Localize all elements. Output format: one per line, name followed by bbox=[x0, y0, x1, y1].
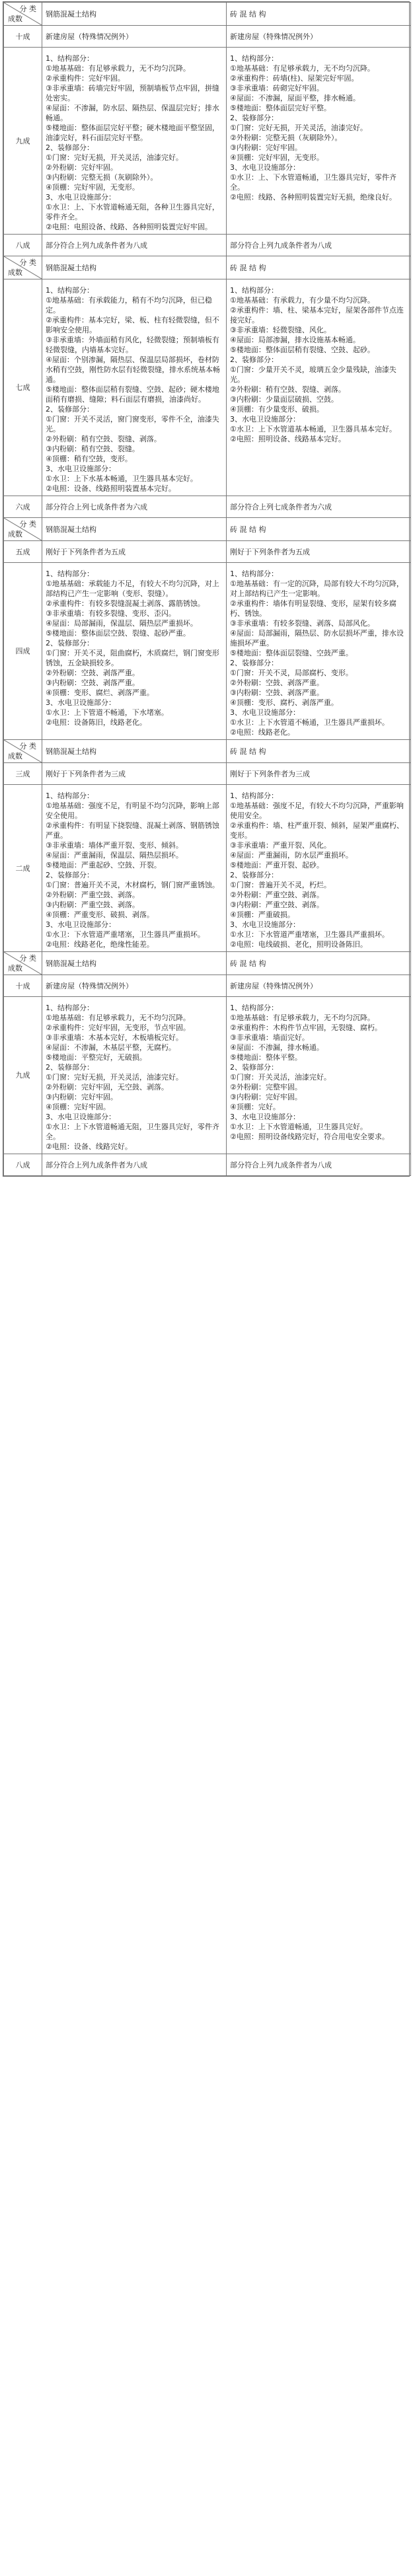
criteria-line: ①水卫：上下水管道基本畅通，卫生器具基本完好。 bbox=[230, 425, 396, 433]
grade-row-nine bbox=[4, 48, 411, 235]
criteria-line: ①水卫：下水管道严重堵塞，卫生器具严重损坏。 bbox=[46, 930, 205, 939]
criteria-line: 3、水电卫设施部分： bbox=[230, 1113, 300, 1121]
seven-left-criteria bbox=[42, 279, 227, 496]
criteria-line: ②外粉刷：空鼓、剥落严重。 bbox=[230, 679, 324, 687]
criteria-line: ④屋面：不渗漏，屋面平整，排水畅通。 bbox=[230, 94, 360, 102]
grade-ten: 十成 bbox=[4, 26, 42, 48]
criteria-line: ②电照：线路老化，绝缘性能差。 bbox=[46, 940, 154, 949]
criteria-line: ②承重构件：完好牢固。 bbox=[46, 74, 125, 83]
criteria-line: ③内粉刷：稍有空鼓、裂缝。 bbox=[46, 445, 139, 453]
three-left-title: 钢筋混凝土结构 bbox=[42, 740, 227, 763]
criteria-line: 1、结构部分： bbox=[230, 791, 278, 800]
ten-b-left-title: 钢筋混凝土结构 bbox=[42, 952, 227, 975]
header-left-title: 钢筋混凝土结构 bbox=[42, 3, 227, 26]
criteria-line: ③内粉刷：空鼓、剥落严重。 bbox=[46, 679, 139, 687]
grade-row-nine-b bbox=[4, 997, 411, 1154]
criteria-line: ④屋面：不渗漏，防水层、隔热层、保温层完好；排水畅通。 bbox=[46, 104, 219, 122]
six-right: 部分符合上列七成条件者为六成 bbox=[227, 496, 411, 518]
criteria-line: 3、水电卫设施部分： bbox=[46, 464, 116, 473]
criteria-line: 2、装修部分： bbox=[46, 1063, 94, 1072]
criteria-line: ⑤楼地面：整体面层稍有裂缝、空鼓、起砂。 bbox=[230, 346, 375, 354]
criteria-line: 2、装修部分： bbox=[46, 405, 94, 414]
criteria-line: ①地基基础：承载能力不足，有较大不均匀沉降，对上部结构已产生一定影响（变形、裂缝）。 bbox=[46, 579, 219, 598]
criteria-line: ④顶棚：完好牢固，无变形。 bbox=[230, 153, 324, 162]
criteria-line: ⑤楼地面：整体面层完好平整；硬木楼地面平整坚固，油漆完好，料石面层完好平整。 bbox=[46, 124, 219, 142]
eight-b-right: 部分符合上列九成条件者为八成 bbox=[227, 1154, 411, 1176]
criteria-line: ③非承重墙：外墙面稍有风化，轻微裂缝；预制墙板有轻微裂缝，内墙基本完好。 bbox=[46, 336, 219, 354]
header-category-label: 分 类 bbox=[19, 258, 36, 267]
nine-left-criteria bbox=[42, 48, 227, 235]
criteria-line: 3、水电卫设施部分： bbox=[46, 698, 116, 707]
criteria-line: ③非承重墙：木基本完好，木板墙板完好。 bbox=[46, 1033, 183, 1042]
criteria-line: ①门窗：完好无损，开关灵活，油漆完好。 bbox=[46, 153, 183, 162]
criteria-line: 3、水电卫设施部分： bbox=[46, 1113, 116, 1121]
criteria-line: ②外粉刷：完整无损（灰刷除外）。 bbox=[230, 133, 342, 142]
nine-b-right-criteria bbox=[227, 997, 411, 1154]
criteria-line: ③非承重墙：砖墙完好牢固，预制墙板节点牢固，拼缝处密实。 bbox=[46, 84, 219, 102]
grade-ten-b: 十成 bbox=[4, 975, 42, 997]
criteria-line: ⑤楼地面：整体平整。 bbox=[230, 1053, 302, 1062]
two-right-criteria bbox=[227, 785, 411, 952]
criteria-line: ②电照：照明设备、线路基本完好。 bbox=[230, 435, 346, 443]
criteria-line: ②电照：照明设备线路完好，符合用电安全要求。 bbox=[230, 1132, 389, 1141]
criteria-line: 1、结构部分： bbox=[230, 54, 278, 63]
criteria-line: ③非承重墙：砖砌完好牢固。 bbox=[230, 84, 324, 92]
criteria-line: ③非承重墙：墙面完好。 bbox=[230, 1033, 309, 1042]
criteria-line: ②外粉刷：完好牢固。 bbox=[46, 163, 118, 172]
condition-grade-table bbox=[3, 2, 411, 1176]
criteria-line: ①地基基础：有承载能力，稍有不均匀沉降，但已稳定。 bbox=[46, 296, 212, 314]
criteria-line: 1、结构部分： bbox=[46, 54, 94, 63]
two-left-criteria bbox=[42, 785, 227, 952]
criteria-line: ①门窗：开关灵活，油漆完好。 bbox=[230, 1073, 331, 1082]
criteria-line: 2、装修部分： bbox=[46, 639, 94, 647]
header-grade-label: 成数 bbox=[8, 15, 22, 23]
header-grade-label: 成数 bbox=[8, 268, 22, 277]
valuation-table bbox=[3, 1, 410, 1177]
header-row-seven bbox=[4, 256, 411, 279]
header-corner-cell bbox=[4, 518, 42, 541]
five-left-title: 钢筋混凝土结构 bbox=[42, 518, 227, 541]
header-right-title: 砖 混 结 构 bbox=[227, 3, 411, 26]
criteria-line: 2、装修部分： bbox=[230, 659, 278, 667]
criteria-line: 1、结构部分： bbox=[46, 570, 94, 578]
criteria-line: ①地基基础：强度不足，有明显不均匀沉降，影响上部安全使用。 bbox=[46, 801, 219, 820]
three-left-note: 刚好于下列条件者为三成 bbox=[42, 763, 227, 785]
header-row-three bbox=[4, 740, 411, 763]
criteria-line: ①门窗：开关不灵，局部腐朽、变形。 bbox=[230, 669, 353, 677]
criteria-line: ④屋面：局部渗漏，排水设施基本畅通。 bbox=[230, 336, 360, 344]
nine-right-criteria bbox=[227, 48, 411, 235]
criteria-line: ③非承重墙：严重开裂、风化。 bbox=[230, 841, 331, 850]
grade-nine: 九成 bbox=[4, 48, 42, 235]
criteria-line: 1、结构部分： bbox=[46, 791, 94, 800]
criteria-line: 1、结构部分： bbox=[230, 286, 278, 295]
criteria-line: ②承重构件：完好牢固，无变形，节点牢固。 bbox=[46, 1023, 190, 1032]
criteria-line: ④屋面：严重漏雨，防水层严重损坏。 bbox=[230, 851, 353, 860]
criteria-line: 2、装修部分： bbox=[230, 355, 278, 364]
criteria-line: ②电照：线路老化。 bbox=[230, 728, 295, 737]
criteria-line: 2、装修部分： bbox=[46, 143, 94, 152]
three-right-note: 刚好于下列条件者为三成 bbox=[227, 763, 411, 785]
criteria-line: ②电照：电线破损、老化，照明设备陈旧。 bbox=[230, 940, 367, 949]
header-grade-label: 成数 bbox=[8, 964, 22, 973]
header-category-label: 分 类 bbox=[19, 520, 36, 529]
grade-five: 五成 bbox=[4, 541, 42, 563]
seven-right-title: 砖 混 结 构 bbox=[227, 256, 411, 279]
criteria-line: ①地基基础：有承载力，有少量不均匀沉降。 bbox=[230, 296, 375, 305]
criteria-line: ②电照：线路、各种照明装置完好无损，绝缘良好。 bbox=[230, 193, 396, 202]
header-category-label: 分 类 bbox=[19, 954, 36, 963]
grade-six: 六成 bbox=[4, 496, 42, 518]
grade-row-three bbox=[4, 763, 411, 785]
criteria-line: ④顶棚：完好牢固。 bbox=[46, 1103, 110, 1111]
criteria-line: 2、装修部分： bbox=[46, 871, 94, 879]
ten-b-right-note: 新建房屋（特殊情况例外） bbox=[227, 975, 411, 997]
three-right-title: 砖 混 结 构 bbox=[227, 740, 411, 763]
criteria-line: ①地基基础：强度不足，有较大不均匀沉降，严重影响使用安全。 bbox=[230, 801, 404, 820]
criteria-line: ②外粉刷：空鼓、剥落严重。 bbox=[46, 669, 139, 677]
criteria-line: 3、水电卫设施部分： bbox=[230, 415, 300, 423]
criteria-line: ④屋面：不渗漏，木基层平整，无腐朽。 bbox=[46, 1043, 176, 1052]
grade-nine-b: 九成 bbox=[4, 997, 42, 1154]
criteria-line: ②电照：电照设备、线路、各种照明装置完好牢固。 bbox=[46, 223, 212, 231]
criteria-line: ①门窗：普遍开关不灵，木材腐朽，钢门窗严重锈蚀。 bbox=[46, 881, 219, 889]
criteria-line: ②外粉刷：完整牢固。 bbox=[230, 1083, 302, 1091]
grade-eight-b: 八成 bbox=[4, 1154, 42, 1176]
criteria-line: ③内粉刷：完好牢固。 bbox=[230, 143, 302, 152]
criteria-line: ⑤楼地面：整体面层裂缝、空鼓严重。 bbox=[230, 649, 353, 657]
criteria-line: ②承重构件：有明显下挠裂缝、混凝土剥落、钢筋锈蚀严重。 bbox=[46, 821, 219, 840]
eight-right: 部分符合上列九成条件者为八成 bbox=[227, 235, 411, 256]
eight-left: 部分符合上列九成条件者为八成 bbox=[42, 235, 227, 256]
grade-eight: 八成 bbox=[4, 235, 42, 256]
criteria-line: ②承重构件：砖墙(柱)、屋架完好牢固。 bbox=[230, 74, 359, 83]
criteria-line: ①水卫：上下水管道畅通，卫生器具完好。 bbox=[230, 1122, 367, 1131]
criteria-line: ⑤楼地面：整体面层稍有裂缝、空鼓、起砂；硬木楼地面稍有磨损、缝隙；料石面层有磨损，油漆尚好。 bbox=[46, 385, 219, 404]
criteria-line: ④顶棚：完好牢固，无变形。 bbox=[46, 183, 139, 192]
criteria-line: ②外粉刷：严重空鼓、剥落。 bbox=[46, 891, 139, 899]
grade-row-ten-b bbox=[4, 975, 411, 997]
criteria-line: ②承重构件：木构件节点牢固，无裂缝、腐朽。 bbox=[230, 1023, 382, 1032]
criteria-line: ①门窗：少量开关不灵，玻璃五金少量残缺，油漆失光。 bbox=[230, 365, 396, 384]
header-grade-label: 成数 bbox=[8, 752, 22, 760]
criteria-line: ③内粉刷：完好牢固。 bbox=[230, 1093, 302, 1101]
criteria-line: ④顶棚：稍有空鼓，变形。 bbox=[46, 455, 132, 463]
header-category-label: 分 类 bbox=[19, 5, 36, 13]
ten-right: 新建房屋（特殊情况例外） bbox=[227, 26, 411, 48]
criteria-line: ②承重构件：墙、柱、梁基本完好，屋架各部件节点连接完好。 bbox=[230, 306, 404, 324]
seven-right-criteria bbox=[227, 279, 411, 496]
five-right-note: 刚好于下列条件者为五成 bbox=[227, 541, 411, 563]
header-corner-cell bbox=[4, 740, 42, 763]
four-right-criteria bbox=[227, 563, 411, 740]
criteria-line: ④屋面：个别渗漏，隔热层、保温层局部损坏，卷材防水稍有空鼓，刚性防水层有轻微裂缝，排水系统基本畅通。 bbox=[46, 355, 220, 384]
four-left-criteria bbox=[42, 563, 227, 740]
nine-b-left-criteria bbox=[42, 997, 227, 1154]
criteria-line: ④顶棚：有少量变形、破损。 bbox=[230, 405, 324, 414]
criteria-line: ②外粉刷：稍有空鼓、裂缝、剥落。 bbox=[230, 385, 346, 394]
header-row-ten-b bbox=[4, 952, 411, 975]
criteria-line: ②承重构件：墙、柱严重开裂、倾斜，屋架严重腐朽、变形。 bbox=[230, 821, 404, 840]
criteria-line: 1、结构部分： bbox=[230, 570, 278, 578]
criteria-line: 2、装修部分： bbox=[230, 871, 278, 879]
criteria-line: ④屋面：局部漏雨，隔热层、防水层损坏严重，排水设施损坏严重。 bbox=[230, 629, 404, 647]
criteria-line: ①水卫：下水管道严重堵塞，卫生器具严重损坏。 bbox=[230, 930, 389, 939]
criteria-line: ②外粉刷：稍有空鼓、裂缝、剥落。 bbox=[46, 435, 161, 443]
criteria-line: ①地基基础：有足够承载力，无不均匀沉降。 bbox=[230, 1013, 375, 1022]
grade-two: 二成 bbox=[4, 785, 42, 952]
criteria-line: 3、水电卫设施部分： bbox=[46, 920, 116, 929]
criteria-line: ③非承重墙：轻微裂缝、风化。 bbox=[230, 326, 331, 334]
criteria-line: ⑤楼地面：严重起砂、空鼓、开裂。 bbox=[46, 861, 161, 869]
criteria-line: ①门窗：完好无损，开关灵活，油漆完好。 bbox=[230, 124, 367, 132]
six-left: 部分符合上列七成条件者为六成 bbox=[42, 496, 227, 518]
criteria-line: ④屋面：不渗漏，排水畅通。 bbox=[230, 1043, 324, 1052]
criteria-line: ⑤楼地面：平整完好，无破损。 bbox=[46, 1053, 147, 1062]
criteria-line: ④顶棚：严重变形、破损、剥落。 bbox=[46, 910, 154, 919]
criteria-line: ①门窗：完好无损，开关灵活，油漆完好。 bbox=[46, 1073, 183, 1082]
criteria-line: ③内粉刷：少量面层破损、空鼓。 bbox=[230, 395, 338, 404]
criteria-line: ①地基基础：有足够承载力，无不均匀沉降。 bbox=[46, 64, 190, 73]
grade-row-ten bbox=[4, 26, 411, 48]
criteria-line: ①水卫：上下水管道畅通无阻，卫生器具完好，零件齐全。 bbox=[46, 1122, 219, 1141]
criteria-line: 3、水电卫设施部分： bbox=[46, 193, 116, 202]
criteria-line: 1、结构部分： bbox=[230, 1004, 278, 1012]
ten-left: 新建房屋（特殊情况例外） bbox=[42, 26, 227, 48]
grade-four: 四成 bbox=[4, 563, 42, 740]
criteria-line: ③非承重墙：有较多裂缝、剥落、局部风化。 bbox=[230, 619, 375, 628]
eight-b-left: 部分符合上列九成条件者为八成 bbox=[42, 1154, 227, 1176]
criteria-line: 2、装修部分： bbox=[230, 1063, 278, 1072]
criteria-line: ④顶棚：完好。 bbox=[230, 1103, 280, 1111]
criteria-line: ①门窗：普遍开关不灵，朽烂。 bbox=[230, 881, 331, 889]
criteria-line: ①水卫：上下管道不畅通，下水堵塞。 bbox=[46, 708, 169, 717]
criteria-line: ⑤楼地面：整体面层完好平整。 bbox=[230, 104, 331, 112]
grade-row-two bbox=[4, 785, 411, 952]
criteria-line: ①水卫：上下水基本畅通，卫生器具基本完好。 bbox=[46, 474, 198, 483]
criteria-line: ②外粉刷：完好牢固，无空鼓、剥落。 bbox=[46, 1083, 169, 1091]
criteria-line: ④顶棚：严重破损。 bbox=[230, 910, 295, 919]
criteria-line: 1、结构部分： bbox=[46, 1004, 94, 1012]
criteria-line: ①水卫：上下水管道不畅通，卫生器具严重损坏。 bbox=[230, 718, 389, 727]
grade-row-four bbox=[4, 563, 411, 740]
criteria-line: 3、水电卫设施部分： bbox=[230, 920, 300, 929]
criteria-line: ②电照：设备陈旧，线路老化。 bbox=[46, 718, 147, 727]
criteria-line: ①地基基础：有一定的沉降，局部有较大不均匀沉降，对上部结构已产生一定影响。 bbox=[230, 579, 404, 598]
seven-left-title: 钢筋混凝土结构 bbox=[42, 256, 227, 279]
grade-row-eight-b bbox=[4, 1154, 411, 1176]
five-left-note: 刚好于下列条件者为五成 bbox=[42, 541, 227, 563]
criteria-line: 2、装修部分： bbox=[230, 114, 278, 122]
criteria-line: ②电照：设备、线路完好。 bbox=[46, 1142, 132, 1151]
criteria-line: ③非承重墙：墙体严重开裂、变形、倾斜。 bbox=[46, 841, 183, 850]
criteria-line: ①水卫：上、下水管道畅通，卫生器具完好，零件齐全。 bbox=[230, 173, 396, 192]
criteria-line: ②承重构件：有较多裂缝混凝土剥落、露筋锈蚀。 bbox=[46, 599, 205, 608]
criteria-line: ①门窗：开关不灵，阻曲腐朽，木质腐烂，钢门窗变形锈蚀，五金缺损较多。 bbox=[46, 649, 219, 667]
criteria-line: ②外粉刷：严重空鼓、剥落。 bbox=[230, 891, 324, 899]
ten-b-right-title: 砖 混 结 构 bbox=[227, 952, 411, 975]
header-corner-cell bbox=[4, 256, 42, 279]
criteria-line: ③内粉刷：完好牢固。 bbox=[46, 1093, 118, 1101]
criteria-line: ③内粉刷：空鼓、剥落严重。 bbox=[230, 688, 324, 697]
grade-row-six bbox=[4, 496, 411, 518]
criteria-line: 3、水电卫设施部分： bbox=[230, 163, 300, 172]
criteria-line: ②电照：设备、线路照明装置基本完好。 bbox=[46, 484, 176, 493]
criteria-line: ③非承重墙：有较多裂缝、变形、歪闪。 bbox=[46, 609, 176, 618]
five-right-title: 砖 混 结 构 bbox=[227, 518, 411, 541]
criteria-line: ④屋面：严重漏雨，保温层、隔热层损坏。 bbox=[46, 851, 183, 860]
criteria-line: ①地基基础：有足够承载力，无不均匀沉降。 bbox=[46, 1013, 190, 1022]
criteria-line: ②承重构件：墙体有明显裂缝、变形，屋架有较多腐朽、锈蚀。 bbox=[230, 599, 396, 618]
grade-three: 三成 bbox=[4, 763, 42, 785]
criteria-line: ④屋面：局部漏雨，保温层、隔热层严重损坏。 bbox=[46, 619, 198, 628]
criteria-line: ①地基基础：有足够承载力，无不均匀沉降。 bbox=[230, 64, 375, 73]
criteria-line: ①门窗：开关不灵活，窗门窗变形，零件不全，油漆失光。 bbox=[46, 415, 219, 433]
criteria-line: ④顶棚：变形、腐朽、剥落严重。 bbox=[230, 698, 338, 707]
criteria-line: ②承重构件：基本完好，梁、板、柱有轻微裂缝，但不影响安全使用。 bbox=[46, 316, 219, 334]
header-row-five bbox=[4, 518, 411, 541]
criteria-line: 1、结构部分： bbox=[46, 286, 94, 295]
ten-b-left-note: 新建房屋（特殊情况例外） bbox=[42, 975, 227, 997]
criteria-line: ③内粉刷：完整无损（灰刷除外）。 bbox=[46, 173, 158, 182]
criteria-line: ④顶棚：变形、腐烂、剥落严重。 bbox=[46, 688, 154, 697]
grade-row-seven bbox=[4, 279, 411, 496]
criteria-line: ③内粉刷：严重空鼓、剥落。 bbox=[46, 901, 139, 909]
header-category-label: 分 类 bbox=[19, 742, 36, 751]
grade-seven: 七成 bbox=[4, 279, 42, 496]
header-row bbox=[4, 3, 411, 26]
criteria-line: ⑤楼地面：严重开裂、起砂。 bbox=[230, 861, 324, 869]
grade-row-eight bbox=[4, 235, 411, 256]
grade-row-five bbox=[4, 541, 411, 563]
criteria-line: ①水卫：上、下水管道畅通无阻，各种卫生器具完好，零件齐全。 bbox=[46, 203, 219, 221]
header-grade-label: 成数 bbox=[8, 530, 22, 538]
header-corner-cell bbox=[4, 3, 42, 26]
criteria-line: 3、水电卫设施部分： bbox=[230, 708, 300, 717]
header-corner-cell bbox=[4, 952, 42, 975]
criteria-line: ⑤楼地面：整体面层空鼓、裂缝、起砂严重。 bbox=[46, 629, 190, 638]
criteria-line: ③内粉刷：严重空鼓、剥落。 bbox=[230, 901, 324, 909]
